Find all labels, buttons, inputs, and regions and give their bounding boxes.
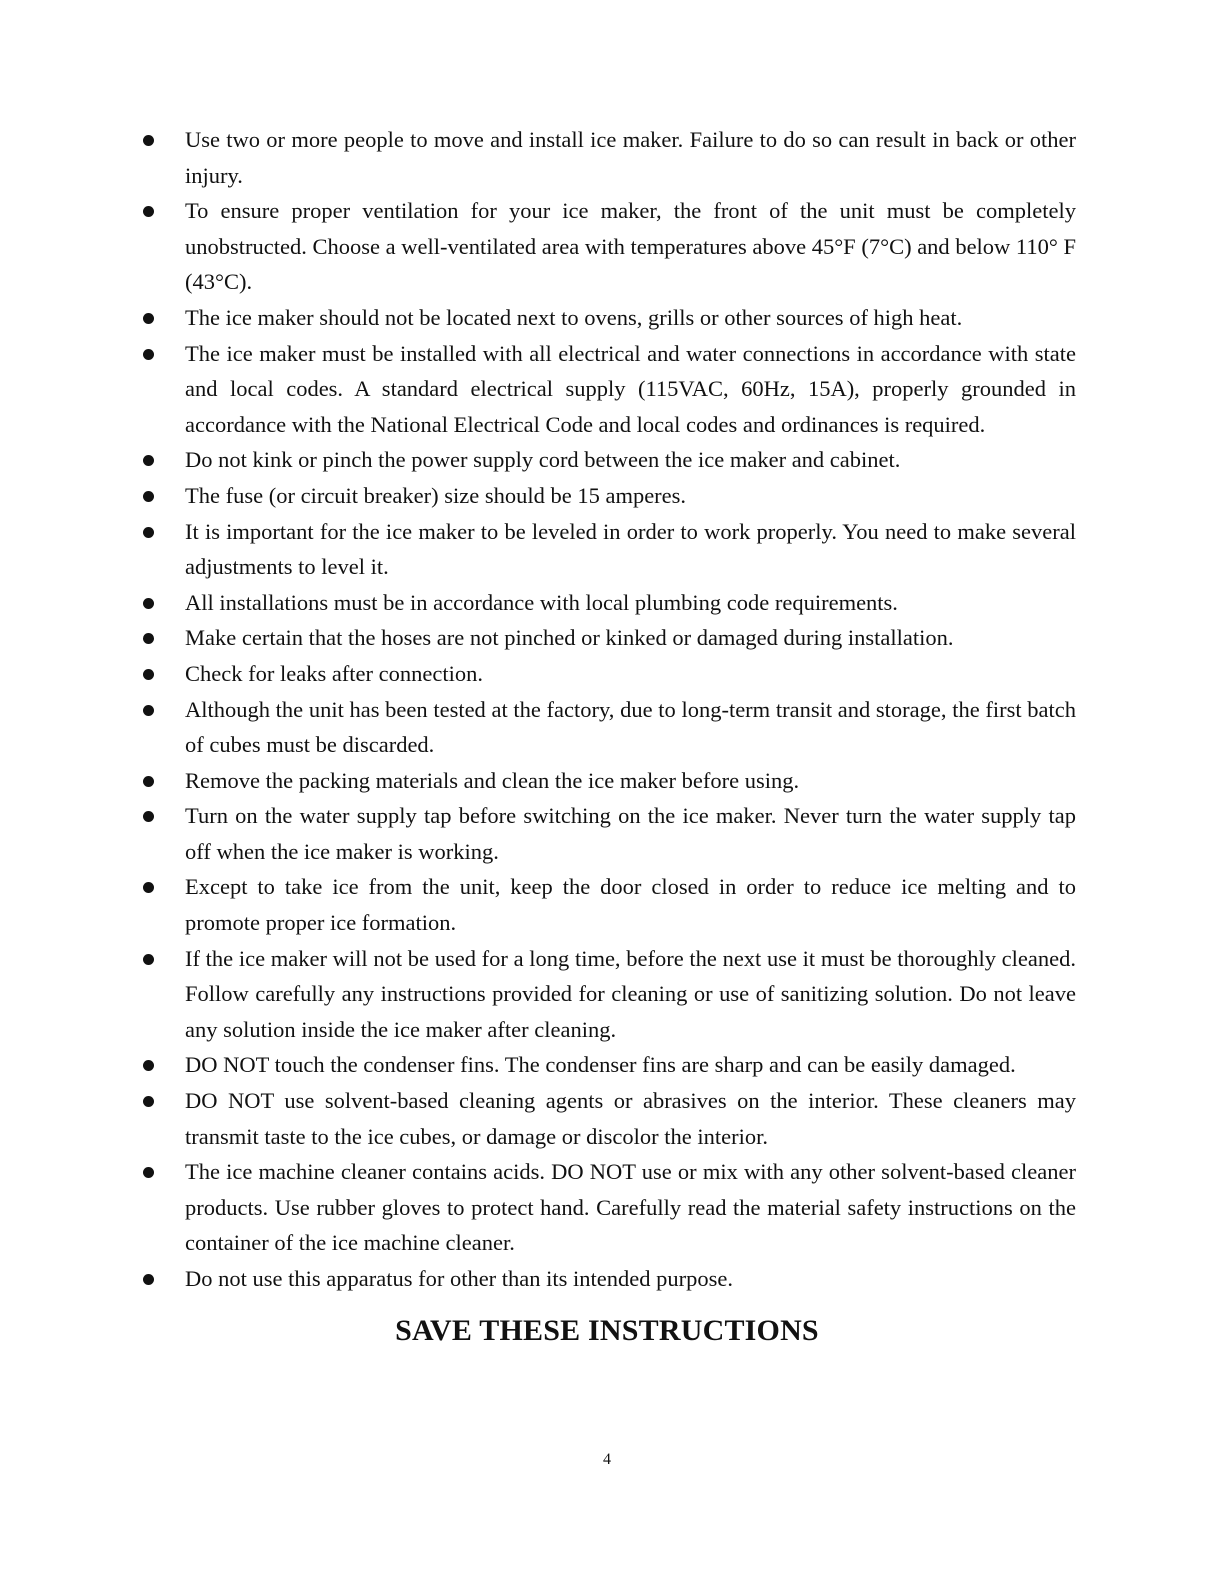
bullet-icon [143,633,154,644]
bullet-icon [143,705,154,716]
list-item [140,1154,1076,1261]
bullet-text: The ice maker should not be located next to ovens, grills or other sources of high heat. [185,304,963,330]
bullet-icon [143,135,154,146]
list-item [140,1261,1076,1297]
bullet-icon [143,1274,154,1285]
list-item [140,941,1076,1048]
list-item [140,300,1076,336]
bullet-icon [143,811,154,822]
bullet-icon [143,669,154,680]
bullet-text: DO NOT touch the condenser fins. The condenser fins are sharp and can be easily damaged. [185,1052,1016,1078]
bullet-icon [143,206,154,217]
bullet-icon [143,776,154,787]
bullet-text: Check for leaks after connection. [185,660,483,686]
bullet-text: Remove the packing materials and clean the ice maker before using. [185,767,800,793]
list-item [140,442,1076,478]
bullet-text: All installations must be in accordance with local plumbing code requirements. [185,589,898,615]
bullet-icon [143,598,154,609]
bullet-text: Although the unit has been tested at the factory, due to long-term transit and storage, the first batch of cubes must be discarded. [185,696,1076,758]
list-item [140,692,1076,763]
bullet-icon [143,527,154,538]
list-item [140,478,1076,514]
bullet-icon [143,349,154,360]
list-item [140,336,1076,443]
bullet-icon [143,1060,154,1071]
list-item [140,798,1076,869]
bullet-icon [143,491,154,502]
bullet-text: Do not kink or pinch the power supply cord between the ice maker and cabinet. [185,447,901,473]
list-item [140,656,1076,692]
list-item [140,193,1076,300]
bullet-icon [143,313,154,324]
bullet-text: It is important for the ice maker to be leveled in order to work properly. You need to make several adjustments to level it. [185,518,1076,580]
bullet-icon [143,1167,154,1178]
bullet-text: If the ice maker will not be used for a long time, before the next use it must be thoroughly cleaned. Follow carefully any instructions provided for cleaning or use of sanitizing solution. Do not leave any solution inside the ice maker after cleaning. [185,945,1076,1042]
safety-bullet-list [140,122,1076,1297]
list-item [140,1083,1076,1154]
list-item [140,585,1076,621]
list-item [140,763,1076,799]
bullet-text: The fuse (or circuit breaker) size should be 15 amperes. [185,482,687,508]
list-item [140,514,1076,585]
bullet-text: DO NOT use solvent-based cleaning agents or abrasives on the interior. These cleaners may transmit taste to the ice cubes, or damage or discolor the interior. [185,1088,1076,1149]
list-item [140,869,1076,940]
bullet-icon [143,954,154,965]
save-instructions-heading: SAVE THESE INSTRUCTIONS [395,1314,819,1347]
page-number: 4 [603,1451,611,1468]
list-item [140,1047,1076,1083]
list-item [140,620,1076,656]
bullet-text: Use two or more people to move and install ice maker. Failure to do so can result in back or other injury. [185,127,1076,188]
bullet-text: The ice machine cleaner contains acids. DO NOT use or mix with any other solvent-based cleaner products. Use rubber gloves to protect hand. Carefully read the material safety instructions on the container of the ice machine cleaner. [185,1159,1076,1256]
bullet-icon [143,1096,154,1107]
bullet-text: Do not use this apparatus for other than its intended purpose. [185,1266,734,1291]
list-item [140,122,1076,193]
bullet-text: Turn on the water supply tap before switching on the ice maker. Never turn the water supply tap off when the ice maker is working. [185,803,1076,864]
bullet-icon [143,455,154,466]
bullet-text: To ensure proper ventilation for your ice maker, the front of the unit must be completely unobstructed. Choose a well-ventilated area with temperatures above 45°F (7°C) and below 110° F (43°C). [185,198,1076,295]
bullet-text: Except to take ice from the unit, keep the door closed in order to reduce ice melting and to promote proper ice formation. [185,874,1076,936]
bullet-icon [143,882,154,893]
bullet-text: The ice maker must be installed with all electrical and water connections in accordance with state and local codes. A standard electrical supply (115VAC, 60Hz, 15A), properly grounded in accordance with the National Electrical Code and local codes and ordinances is required. [185,340,1076,437]
bullet-text: Make certain that the hoses are not pinched or kinked or damaged during installation. [185,625,954,651]
